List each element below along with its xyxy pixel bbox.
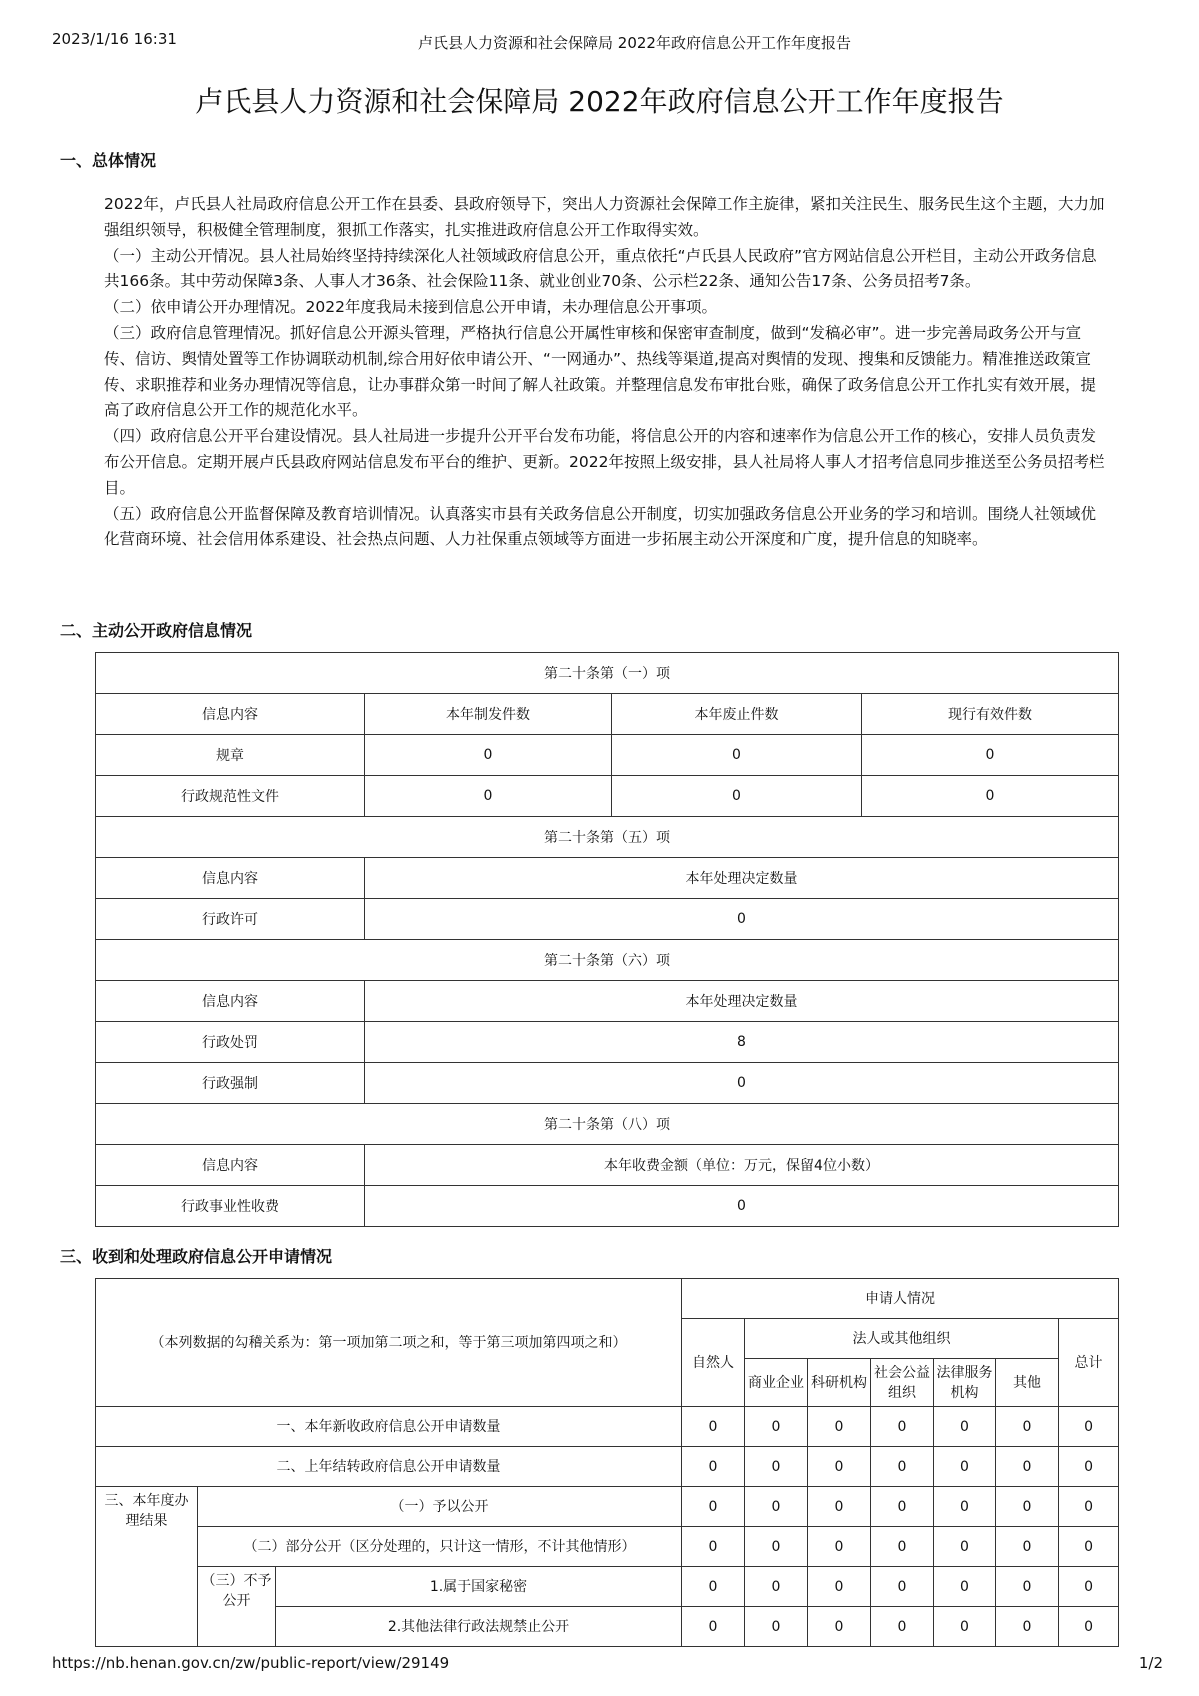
print-date: 2023/1/16 16:31 xyxy=(52,30,177,48)
cell-value: 0 xyxy=(745,1567,808,1607)
cell-value: 0 xyxy=(1059,1447,1119,1487)
column-header: 其他 xyxy=(996,1359,1059,1407)
cell-value: 0 xyxy=(934,1607,996,1647)
cell-value: 0 xyxy=(996,1527,1059,1567)
section-heading-overview: 一、总体情况 xyxy=(60,151,157,170)
cell-value: 0 xyxy=(682,1567,745,1607)
row-label: （二）部分公开（区分处理的，只计这一情形，不计其他情形） xyxy=(198,1527,682,1567)
row-label: 行政处罚 xyxy=(96,1022,365,1063)
paragraph: （三）政府信息管理情况。抓好信息公开源头管理，严格执行信息公开属性审核和保密审查制度，做到“发稿必审”。进一步完善局政务公开与宣传、信访、舆情处置等工作协调联动机制,综合用好依申请公开、“一网通办”、热线等渠道,提高对舆情的发现、搜集和反馈能力。精准推送政策宣传、求职推荐和业务办理情况等信息，让办事群众第一时间了解人社政策。并整理信息发布审批台账，确保了政务信息公开工作扎实有效开展，提高了政府信息公开工作的规范化水平。 xyxy=(104,323,1097,420)
cell-value: 0 xyxy=(996,1607,1059,1647)
cell-value: 0 xyxy=(996,1407,1059,1447)
column-header: 自然人 xyxy=(682,1319,745,1407)
cell-value: 0 xyxy=(934,1487,996,1527)
paragraph: （四）政府信息公开平台建设情况。县人社局进一步提升公开平台发布功能，将信息公开的内容和速率作为信息公开工作的核心，安排人员负责发布公开信息。定期开展卢氏县政府网站信息发布平台的维护、更新。2022年按照上级安排，县人社局将人事人才招考信息同步推送至公务员招考栏目。 xyxy=(104,427,1105,497)
cell-value: 0 xyxy=(365,776,612,817)
column-header: 本年废止件数 xyxy=(612,694,862,735)
cell-value: 0 xyxy=(745,1527,808,1567)
cell-value: 0 xyxy=(934,1407,996,1447)
paragraph: 2022年，卢氏县人社局政府信息公开工作在县委、县政府领导下，突出人力资源社会保障工作主旋律，紧扣关注民生、服务民生这个主题，大力加强组织领导，积极健全管理制度，狠抓工作落实，扎实推进政府信息公开工作取得实效。 xyxy=(104,195,1105,239)
cell-value: 0 xyxy=(808,1567,871,1607)
cell-value: 0 xyxy=(1059,1407,1119,1447)
cell-value: 0 xyxy=(1059,1527,1119,1567)
cell-value: 0 xyxy=(745,1407,808,1447)
row-label: 行政规范性文件 xyxy=(96,776,365,817)
cell-value: 0 xyxy=(682,1487,745,1527)
column-header: 商业企业 xyxy=(745,1359,808,1407)
column-header: 本年制发件数 xyxy=(365,694,612,735)
cell-value: 0 xyxy=(745,1607,808,1647)
cell-value: 0 xyxy=(871,1487,934,1527)
cell-value: 0 xyxy=(682,1407,745,1447)
cell-value: 0 xyxy=(682,1527,745,1567)
row-label: 行政事业性收费 xyxy=(96,1186,365,1227)
cell-value: 0 xyxy=(862,776,1119,817)
column-header: 信息内容 xyxy=(96,1145,365,1186)
column-header: 社会公益组织 xyxy=(871,1359,934,1407)
cell-value: 0 xyxy=(996,1487,1059,1527)
cell-value: 0 xyxy=(612,735,862,776)
document-title: 卢氏县人力资源和社会保障局 2022年政府信息公开工作年度报告 xyxy=(195,85,1004,118)
section-heading-proactive: 二、主动公开政府信息情况 xyxy=(60,621,253,640)
cell-value: 0 xyxy=(365,899,1119,940)
column-header: 信息内容 xyxy=(96,858,365,899)
article-header: 第二十条第（五）项 xyxy=(96,817,1119,858)
row-subgroup-label: （三）不予公开 xyxy=(198,1567,276,1647)
cell-value: 0 xyxy=(1059,1607,1119,1647)
column-header: 法人或其他组织 xyxy=(745,1319,1059,1359)
cell-value: 8 xyxy=(365,1022,1119,1063)
cell-value: 0 xyxy=(808,1527,871,1567)
cell-value: 0 xyxy=(871,1607,934,1647)
column-header: 科研机构 xyxy=(808,1359,871,1407)
cell-value: 0 xyxy=(934,1447,996,1487)
cell-value: 0 xyxy=(871,1567,934,1607)
cell-value: 0 xyxy=(1059,1567,1119,1607)
paragraph: （五）政府信息公开监督保障及教育培训情况。认真落实市县有关政务信息公开制度，切实加强政务信息公开业务的学习和培训。围绕人社领域优化营商环境、社会信用体系建设、社会热点问题、人力社保重点领域等方面进一步拓展主动公开深度和广度，提升信息的知晓率。 xyxy=(104,504,1097,549)
section-heading-requests: 三、收到和处理政府信息公开申请情况 xyxy=(60,1247,333,1266)
cell-value: 0 xyxy=(745,1447,808,1487)
article-header: 第二十条第（八）项 xyxy=(96,1104,1119,1145)
cell-value: 0 xyxy=(365,1063,1119,1104)
proactive-disclosure-table xyxy=(95,652,1119,1227)
column-header: 信息内容 xyxy=(96,981,365,1022)
row-label: （一）予以公开 xyxy=(198,1487,682,1527)
cell-value: 0 xyxy=(365,735,612,776)
overview-text xyxy=(104,192,1110,553)
column-header: 现行有效件数 xyxy=(862,694,1119,735)
cell-value: 0 xyxy=(612,776,862,817)
cell-value: 0 xyxy=(871,1407,934,1447)
row-group-label: 三、本年度办理结果 xyxy=(96,1487,198,1647)
article-header: 第二十条第（一）项 xyxy=(96,653,1119,694)
cell-value: 0 xyxy=(808,1407,871,1447)
column-header: 本年处理决定数量 xyxy=(365,981,1119,1022)
cell-value: 0 xyxy=(682,1447,745,1487)
page-number: 1/2 xyxy=(1138,1654,1163,1672)
column-header: 信息内容 xyxy=(96,694,365,735)
cell-value: 0 xyxy=(745,1487,808,1527)
cell-value: 0 xyxy=(682,1607,745,1647)
cell-value: 0 xyxy=(808,1487,871,1527)
cell-value: 0 xyxy=(996,1447,1059,1487)
print-footer-url: https://nb.henan.gov.cn/zw/public-report/view/29149 xyxy=(52,1654,450,1672)
cell-value: 0 xyxy=(934,1527,996,1567)
print-header-title: 卢氏县人力资源和社会保障局 2022年政府信息公开工作年度报告 xyxy=(418,34,851,52)
requests-table xyxy=(95,1278,1119,1647)
paragraph: （一）主动公开情况。县人社局始终坚持持续深化人社领域政府信息公开，重点依托“卢氏县人民政府”官方网站信息公开栏目，主动公开政务信息共166条。其中劳动保障3条、人事人才36条、社会保险11条、就业创业70条、公示栏22条、通知公告17条、公务员招考7条。 xyxy=(104,246,1097,291)
cell-value: 0 xyxy=(934,1567,996,1607)
column-header: 本年处理决定数量 xyxy=(365,858,1119,899)
row-label: 2.其他法律行政法规禁止公开 xyxy=(276,1607,682,1647)
cell-value: 0 xyxy=(871,1527,934,1567)
row-label: 行政强制 xyxy=(96,1063,365,1104)
cell-value: 0 xyxy=(365,1186,1119,1227)
column-header: 本年收费金额（单位：万元，保留4位小数） xyxy=(365,1145,1119,1186)
column-header: 总计 xyxy=(1059,1319,1119,1407)
cell-value: 0 xyxy=(808,1447,871,1487)
row-label: 1.属于国家秘密 xyxy=(276,1567,682,1607)
column-header: 申请人情况 xyxy=(682,1279,1119,1319)
cell-value: 0 xyxy=(862,735,1119,776)
row-label: 一、本年新收政府信息公开申请数量 xyxy=(96,1407,682,1447)
row-label: 行政许可 xyxy=(96,899,365,940)
cell-value: 0 xyxy=(808,1607,871,1647)
cell-value: 0 xyxy=(996,1567,1059,1607)
row-label: 二、上年结转政府信息公开申请数量 xyxy=(96,1447,682,1487)
formula-note: （本列数据的勾稽关系为：第一项加第二项之和，等于第三项加第四项之和） xyxy=(96,1279,682,1407)
article-header: 第二十条第（六）项 xyxy=(96,940,1119,981)
cell-value: 0 xyxy=(871,1447,934,1487)
cell-value: 0 xyxy=(1059,1487,1119,1527)
paragraph: （二）依申请公开办理情况。2022年度我局未接到信息公开申请，未办理信息公开事项。 xyxy=(104,298,717,317)
column-header: 法律服务机构 xyxy=(934,1359,996,1407)
row-label: 规章 xyxy=(96,735,365,776)
